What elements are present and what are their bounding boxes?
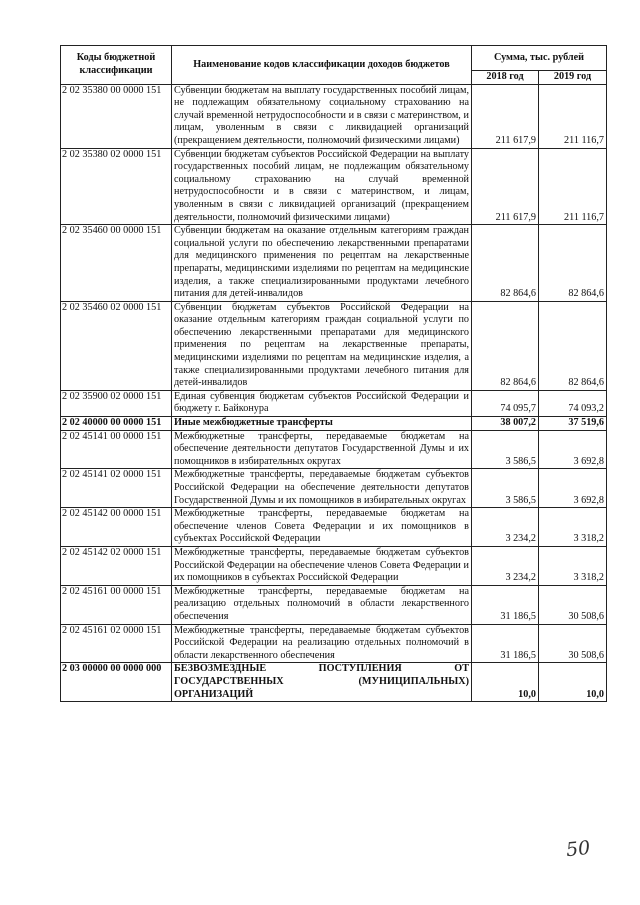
row-name: Межбюджетные трансферты, передаваемые бюджетам субъектов Российской Федерации на обеспечение деятельности депутатов Государственной Думы и их помощников в избирательных округах [172,469,472,508]
row-value-2018: 211 617,9 [472,148,539,225]
row-value-2019: 30 508,6 [539,585,607,624]
table-row [61,430,607,469]
row-name: БЕЗВОЗМЕЗДНЫЕ ПОСТУПЛЕНИЯ ОТ ГОСУДАРСТВЕННЫХ (МУНИЦИПАЛЬНЫХ) ОРГАНИЗАЦИЙ [172,663,472,702]
row-name: Иные межбюджетные трансферты [172,417,472,431]
row-name: Межбюджетные трансферты, передаваемые бюджетам на обеспечение членов Совета Федерации и их помощников в субъектах Российской Федерации [172,508,472,547]
header-year-2019: 2019 год [539,71,607,85]
header-codes: Коды бюджетной классификации [61,46,172,85]
row-name: Субвенции бюджетам субъектов Российской Федерации на выплату государственных пособий лицам, не подлежащим обязательному социальному страхованию на случай временной нетрудоспособности и в связи с материнством, и лицам, уволенным в связи с ликвидацией организаций (прекращением деятельности, полномочий физическими лицами) [172,148,472,225]
row-name: Межбюджетные трансферты, передаваемые бюджетам на обеспечение деятельности депутатов Государственной Думы и их помощников в избирательных округах [172,430,472,469]
row-value-2019: 30 508,6 [539,624,607,663]
row-name: Межбюджетные трансферты, передаваемые бюджетам субъектов Российской Федерации на обеспечение членов Совета Федерации и их помощников в субъектах Российской Федерации [172,546,472,585]
row-name: Субвенции бюджетам на выплату государственных пособий лицам, не подлежащим обязательному социальному страхованию на случай временной нетрудоспособности и в связи с материнством, и лицам, уволенным в связи с ликвидацией организаций (прекращением деятельности, полномочий физическими лицами) [172,84,472,148]
header-name: Наименование кодов классификации доходов бюджетов [172,46,472,85]
row-value-2019: 211 116,7 [539,84,607,148]
row-code: 2 02 45161 00 0000 151 [61,585,172,624]
row-value-2019: 3 692,8 [539,469,607,508]
row-code: 2 02 35900 02 0000 151 [61,390,172,416]
row-code: 2 02 45142 00 0000 151 [61,508,172,547]
row-value-2018: 10,0 [472,663,539,702]
row-code: 2 02 45161 02 0000 151 [61,624,172,663]
table-row [61,585,607,624]
row-code: 2 02 35460 00 0000 151 [61,225,172,302]
row-name: Межбюджетные трансферты, передаваемые бюджетам субъектов Российской Федерации на реализацию отдельных полномочий в области лекарственного обеспечения [172,624,472,663]
table-row [61,663,607,702]
row-value-2018: 31 186,5 [472,585,539,624]
table-row [61,417,607,431]
row-value-2018: 3 234,2 [472,508,539,547]
table-row [61,390,607,416]
row-name: Субвенции бюджетам субъектов Российской Федерации на оказание отдельным категориям граждан социальной услуги по обеспечению лекарственными препаратами для медицинского применения по рецептам на лекарственные препараты, медицинскими изделиями по рецептам на медицинские изделия, а также специализированными продуктами лечебного питания для детей-инвалидов [172,301,472,390]
page-number: 50 [564,836,592,862]
table-row [61,225,607,302]
table-row [61,148,607,225]
row-value-2019: 10,0 [539,663,607,702]
row-value-2018: 82 864,6 [472,225,539,302]
row-code: 2 02 45141 02 0000 151 [61,469,172,508]
header-year-2018: 2018 год [472,71,539,85]
row-value-2019: 82 864,6 [539,225,607,302]
row-value-2018: 38 007,2 [472,417,539,431]
table-row [61,469,607,508]
row-value-2018: 211 617,9 [472,84,539,148]
row-value-2019: 3 692,8 [539,430,607,469]
table-row [61,508,607,547]
row-code: 2 02 35380 02 0000 151 [61,148,172,225]
table-row [61,301,607,390]
table-row [61,546,607,585]
table-body [61,84,607,702]
row-name: Межбюджетные трансферты, передаваемые бюджетам на реализацию отдельных полномочий в области лекарственного обеспечения [172,585,472,624]
row-value-2018: 3 234,2 [472,546,539,585]
row-value-2019: 82 864,6 [539,301,607,390]
row-code: 2 02 45142 02 0000 151 [61,546,172,585]
row-value-2018: 74 095,7 [472,390,539,416]
header-sum: Сумма, тыс. рублей [472,46,607,71]
row-value-2019: 3 318,2 [539,546,607,585]
budget-table-sheet [60,45,606,702]
table-row [61,624,607,663]
row-value-2019: 3 318,2 [539,508,607,547]
row-value-2019: 37 519,6 [539,417,607,431]
row-value-2018: 3 586,5 [472,430,539,469]
table-row [61,84,607,148]
row-code: 2 03 00000 00 0000 000 [61,663,172,702]
budget-revenue-table [60,45,607,702]
row-value-2019: 211 116,7 [539,148,607,225]
row-value-2019: 74 093,2 [539,390,607,416]
row-name: Единая субвенция бюджетам субъектов Российской Федерации и бюджету г. Байконура [172,390,472,416]
row-code: 2 02 40000 00 0000 151 [61,417,172,431]
row-code: 2 02 35460 02 0000 151 [61,301,172,390]
row-value-2018: 82 864,6 [472,301,539,390]
row-name: Субвенции бюджетам на оказание отдельным категориям граждан социальной услуги по обеспечению лекарственными препаратами для медицинского применения по рецептам на лекарственные препараты, медицинскими изделиями по рецептам на медицинские изделия, а также специализированными продуктами лечебного питания для детей-инвалидов [172,225,472,302]
row-code: 2 02 45141 00 0000 151 [61,430,172,469]
row-value-2018: 3 586,5 [472,469,539,508]
row-code: 2 02 35380 00 0000 151 [61,84,172,148]
row-value-2018: 31 186,5 [472,624,539,663]
